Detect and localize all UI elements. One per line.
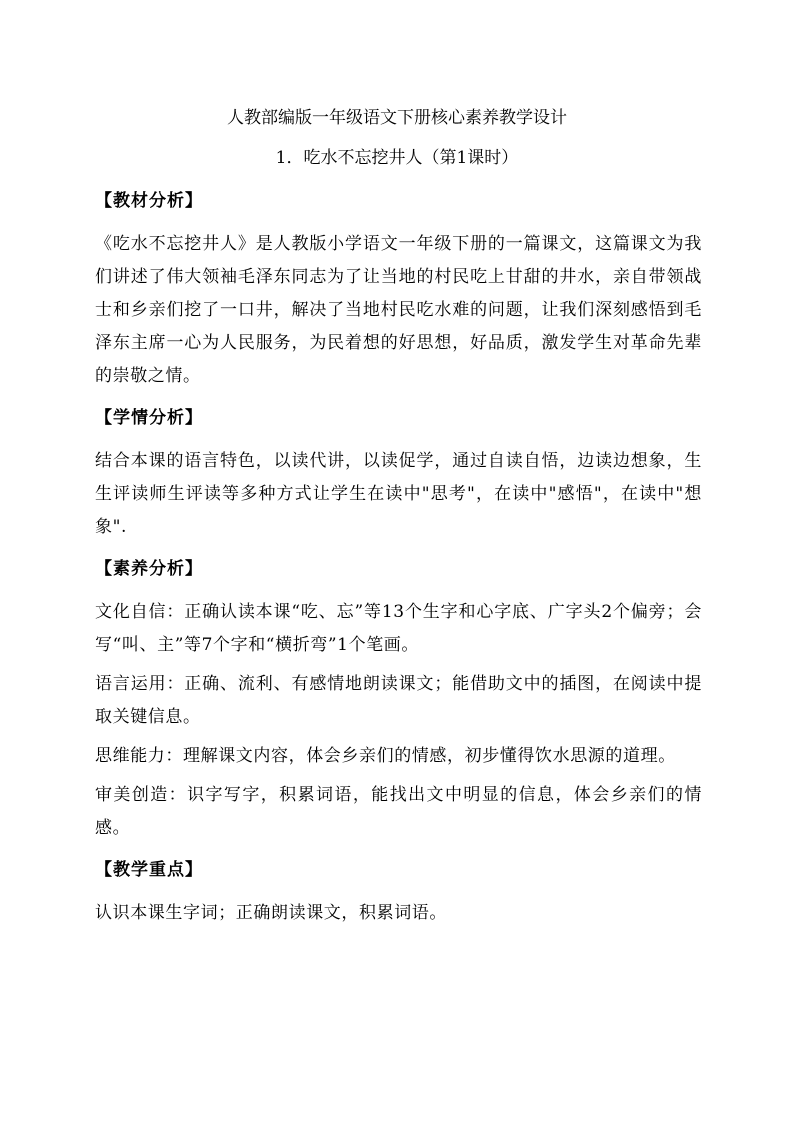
document-title: 人教部编版一年级语文下册核心素养教学设计 [227, 108, 567, 128]
document-body [95, 186, 702, 940]
section-paragraph: 认识本课生字词；正确朗读课文，积累词语。 [95, 903, 447, 923]
section-paragraph: 结合本课的语言特色，以读代讲，以读促学，通过自读自悟，边读边想象，生生评读师生评读等多种方式让学生在读中"思考"，在读中"感悟"，在读中"想象". [95, 451, 702, 537]
section-heading: 【教学重点】 [95, 860, 203, 880]
section-student-analysis [95, 403, 702, 544]
section-paragraph: 语言运用：正确、流利、有感情地朗读课文；能借助文中的插图，在阅读中提取关键信息。 [95, 674, 702, 727]
section-paragraph: 审美创造：识字写字，积累词语，能找出文中明显的信息，体会乡亲们的情感。 [95, 785, 702, 838]
section-paragraph: 文化自信：正确认读本课“吃、忘”等13个生字和心字底、广字头2个偏旁；会写“叫、主”等7个字和“横折弯”1个笔画。 [95, 602, 702, 655]
section-textbook-analysis [95, 186, 702, 393]
section-heading: 【素养分析】 [95, 559, 203, 579]
section-heading: 【学情分析】 [95, 408, 203, 428]
section-paragraph: 《吃水不忘挖井人》是人教版小学语文一年级下册的一篇课文，这篇课文为我们讲述了伟大领袖毛泽东同志为了让当地的村民吃上甘甜的井水，亲自带领战士和乡亲们挖了一口井，解决了当地村民吃水难的问题，让我们深刻感悟到毛泽东主席一心为人民服务，为民着想的好思想，好品质，激发学生对革命先辈的崇敬之情。 [95, 234, 702, 386]
section-heading: 【教材分析】 [95, 191, 203, 211]
section-teaching-focus [95, 855, 702, 930]
section-paragraph: 思维能力：理解课文内容，体会乡亲们的情感，初步懂得饮水思源的道理。 [95, 746, 676, 766]
document-subtitle: 1．吃水不忘挖井人（第1课时） [275, 148, 519, 168]
section-literacy-analysis [95, 554, 702, 845]
